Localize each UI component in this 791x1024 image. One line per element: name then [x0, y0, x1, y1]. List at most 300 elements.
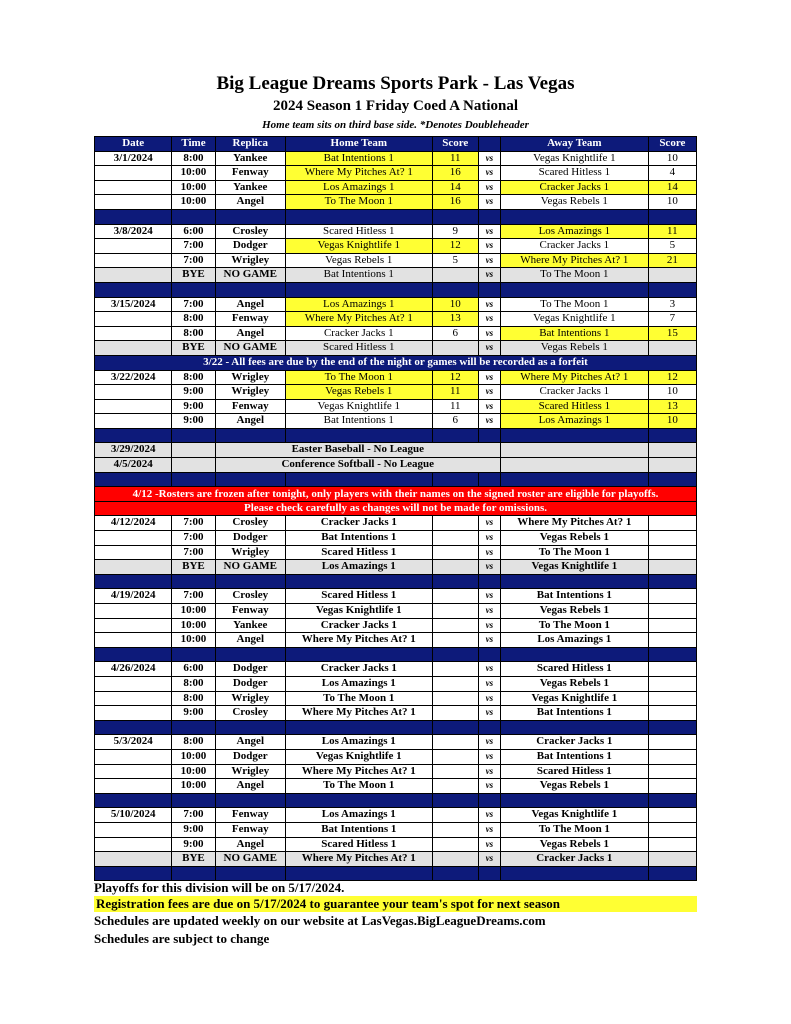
away-score — [648, 268, 696, 283]
home-team: Los Amazings 1 — [285, 676, 432, 691]
separator-row — [95, 574, 697, 589]
game-date — [95, 253, 172, 268]
away-score — [648, 735, 696, 750]
away-score: 3 — [648, 297, 696, 312]
game-row — [95, 195, 697, 210]
game-time: 8:00 — [172, 326, 215, 341]
away-score: 10 — [648, 195, 696, 210]
separator-cell — [432, 720, 478, 735]
game-replica: Wrigley — [215, 764, 285, 779]
game-replica: Angel — [215, 297, 285, 312]
game-replica: Crosley — [215, 516, 285, 531]
game-row — [95, 253, 697, 268]
separator-cell — [478, 720, 500, 735]
game-replica: Fenway — [215, 822, 285, 837]
home-score: 11 — [432, 151, 478, 166]
game-row — [95, 297, 697, 312]
game-replica: NO GAME — [215, 560, 285, 575]
separator-cell — [500, 720, 648, 735]
separator-cell — [172, 574, 215, 589]
game-time: 8:00 — [172, 312, 215, 327]
home-score — [432, 837, 478, 852]
game-time: 9:00 — [172, 837, 215, 852]
home-team: Los Amazings 1 — [285, 808, 432, 823]
separator-cell — [285, 209, 432, 224]
away-team: Los Amazings 1 — [500, 414, 648, 429]
home-score — [432, 676, 478, 691]
home-score — [432, 633, 478, 648]
vs-label: vs — [478, 779, 500, 794]
separator-cell — [285, 282, 432, 297]
col-header-time: Time — [172, 137, 215, 152]
game-replica: Wrigley — [215, 545, 285, 560]
vs-label: vs — [478, 822, 500, 837]
game-date — [95, 268, 172, 283]
home-score — [432, 779, 478, 794]
separator-cell — [215, 574, 285, 589]
home-team: To The Moon 1 — [285, 370, 432, 385]
separator-cell — [172, 866, 215, 881]
away-team: Vegas Knightlife 1 — [500, 560, 648, 575]
game-time: 7:00 — [172, 589, 215, 604]
home-score — [432, 604, 478, 619]
home-team: Vegas Knightlife 1 — [285, 239, 432, 254]
game-row — [95, 166, 697, 181]
home-score: 14 — [432, 180, 478, 195]
away-team: Vegas Knightlife 1 — [500, 312, 648, 327]
game-time: 7:00 — [172, 545, 215, 560]
empty-cell — [648, 458, 696, 473]
home-team: Los Amazings 1 — [285, 297, 432, 312]
game-replica: NO GAME — [215, 268, 285, 283]
vs-label: vs — [478, 399, 500, 414]
separator-cell — [500, 866, 648, 881]
separator-cell — [478, 428, 500, 443]
game-replica: Angel — [215, 414, 285, 429]
away-score: 15 — [648, 326, 696, 341]
separator-cell — [648, 866, 696, 881]
home-team: Vegas Rebels 1 — [285, 385, 432, 400]
game-date — [95, 676, 172, 691]
away-team: Where My Pitches At? 1 — [500, 253, 648, 268]
separator-cell — [285, 793, 432, 808]
game-row — [95, 268, 697, 283]
separator-cell — [478, 793, 500, 808]
col-header-away-score: Score — [648, 137, 696, 152]
away-score — [648, 545, 696, 560]
playoffs-note: Playoffs for this division will be on 5/17/2024. — [94, 880, 345, 895]
vs-label: vs — [478, 414, 500, 429]
separator-cell — [285, 574, 432, 589]
col-header-home-score: Score — [432, 137, 478, 152]
game-row — [95, 691, 697, 706]
vs-label: vs — [478, 312, 500, 327]
away-score — [648, 516, 696, 531]
game-replica: Angel — [215, 735, 285, 750]
away-score: 21 — [648, 253, 696, 268]
away-team: Vegas Knightlife 1 — [500, 808, 648, 823]
separator-row — [95, 793, 697, 808]
vs-label: vs — [478, 808, 500, 823]
game-replica: Crosley — [215, 706, 285, 721]
game-row — [95, 822, 697, 837]
away-score — [648, 341, 696, 356]
home-team: Cracker Jacks 1 — [285, 662, 432, 677]
away-team: Bat Intentions 1 — [500, 326, 648, 341]
game-date: 3/22/2024 — [95, 370, 172, 385]
home-score — [432, 735, 478, 750]
separator-cell — [500, 472, 648, 487]
away-team: Scared Hitless 1 — [500, 662, 648, 677]
game-time: 7:00 — [172, 239, 215, 254]
game-date — [95, 239, 172, 254]
home-score: 10 — [432, 297, 478, 312]
away-score — [648, 676, 696, 691]
vs-label: vs — [478, 151, 500, 166]
vs-label: vs — [478, 239, 500, 254]
game-date: 4/19/2024 — [95, 589, 172, 604]
separator-cell — [648, 793, 696, 808]
vs-label: vs — [478, 633, 500, 648]
game-date — [95, 312, 172, 327]
home-score — [432, 808, 478, 823]
game-time: 10:00 — [172, 180, 215, 195]
col-header-replica: Replica — [215, 137, 285, 152]
away-score: 12 — [648, 370, 696, 385]
game-row — [95, 706, 697, 721]
separator-cell — [285, 647, 432, 662]
away-score — [648, 618, 696, 633]
away-score: 5 — [648, 239, 696, 254]
away-team: Bat Intentions 1 — [500, 589, 648, 604]
away-score — [648, 852, 696, 867]
game-row — [95, 385, 697, 400]
game-date — [95, 545, 172, 560]
home-team: Los Amazings 1 — [285, 180, 432, 195]
game-time: 7:00 — [172, 808, 215, 823]
away-team: Vegas Rebels 1 — [500, 676, 648, 691]
home-score — [432, 341, 478, 356]
separator-cell — [215, 282, 285, 297]
away-score: 4 — [648, 166, 696, 181]
game-time: 10:00 — [172, 779, 215, 794]
empty-cell — [500, 458, 648, 473]
game-row — [95, 399, 697, 414]
game-replica: Fenway — [215, 604, 285, 619]
away-team: Cracker Jacks 1 — [500, 180, 648, 195]
page-title: Big League Dreams Sports Park - Las Vegas — [216, 73, 575, 94]
separator-cell — [500, 647, 648, 662]
separator-row — [95, 282, 697, 297]
game-date — [95, 633, 172, 648]
separator-cell — [215, 866, 285, 881]
vs-label: vs — [478, 370, 500, 385]
home-score — [432, 589, 478, 604]
away-score — [648, 837, 696, 852]
away-team: Cracker Jacks 1 — [500, 239, 648, 254]
game-row — [95, 764, 697, 779]
game-date — [95, 837, 172, 852]
separator-cell — [478, 647, 500, 662]
away-team: Vegas Rebels 1 — [500, 837, 648, 852]
empty-cell — [172, 458, 215, 473]
game-time: 10:00 — [172, 749, 215, 764]
separator-cell — [432, 866, 478, 881]
home-score — [432, 618, 478, 633]
home-score — [432, 545, 478, 560]
separator-cell — [648, 720, 696, 735]
game-date — [95, 341, 172, 356]
separator-cell — [172, 209, 215, 224]
separator-row — [95, 647, 697, 662]
home-team: Scared Hitless 1 — [285, 545, 432, 560]
separator-cell — [95, 282, 172, 297]
home-score: 11 — [432, 399, 478, 414]
away-score — [648, 560, 696, 575]
separator-cell — [215, 472, 285, 487]
separator-row — [95, 720, 697, 735]
separator-cell — [500, 428, 648, 443]
col-header-away-team: Away Team — [500, 137, 648, 152]
separator-cell — [95, 647, 172, 662]
game-row — [95, 531, 697, 546]
separator-cell — [95, 428, 172, 443]
separator-cell — [432, 574, 478, 589]
away-team: Vegas Knightlife 1 — [500, 691, 648, 706]
separator-cell — [95, 720, 172, 735]
home-score: 9 — [432, 224, 478, 239]
home-score — [432, 516, 478, 531]
game-time: 6:00 — [172, 662, 215, 677]
away-score — [648, 589, 696, 604]
game-replica: Angel — [215, 837, 285, 852]
vs-label: vs — [478, 195, 500, 210]
vs-label: vs — [478, 268, 500, 283]
separator-cell — [648, 574, 696, 589]
separator-cell — [478, 574, 500, 589]
separator-cell — [500, 282, 648, 297]
game-row — [95, 749, 697, 764]
home-team: Cracker Jacks 1 — [285, 326, 432, 341]
game-date — [95, 385, 172, 400]
game-row — [95, 662, 697, 677]
separator-cell — [285, 720, 432, 735]
separator-cell — [648, 282, 696, 297]
separator-cell — [432, 282, 478, 297]
vs-label: vs — [478, 589, 500, 604]
away-score — [648, 604, 696, 619]
home-team: Where My Pitches At? 1 — [285, 764, 432, 779]
game-date — [95, 195, 172, 210]
home-team: Bat Intentions 1 — [285, 531, 432, 546]
home-team: Bat Intentions 1 — [285, 414, 432, 429]
schedule-table — [94, 136, 697, 881]
vs-label: vs — [478, 604, 500, 619]
game-row — [95, 604, 697, 619]
home-score: 6 — [432, 326, 478, 341]
away-team: To The Moon 1 — [500, 545, 648, 560]
vs-label: vs — [478, 735, 500, 750]
game-date — [95, 706, 172, 721]
home-team: Where My Pitches At? 1 — [285, 312, 432, 327]
separator-cell — [285, 472, 432, 487]
game-time: 9:00 — [172, 385, 215, 400]
home-score: 12 — [432, 239, 478, 254]
away-team: To The Moon 1 — [500, 822, 648, 837]
separator-row — [95, 428, 697, 443]
game-date — [95, 399, 172, 414]
vs-label: vs — [478, 326, 500, 341]
game-row — [95, 560, 697, 575]
away-score — [648, 531, 696, 546]
home-team-note: Home team sits on third base side. *Denotes Doubleheader — [262, 119, 529, 131]
vs-label: vs — [478, 706, 500, 721]
separator-cell — [95, 472, 172, 487]
game-date — [95, 560, 172, 575]
game-row — [95, 312, 697, 327]
separator-row — [95, 209, 697, 224]
game-time: 10:00 — [172, 618, 215, 633]
vs-label: vs — [478, 691, 500, 706]
away-score — [648, 764, 696, 779]
separator-cell — [95, 209, 172, 224]
away-team: Where My Pitches At? 1 — [500, 370, 648, 385]
game-replica: Yankee — [215, 618, 285, 633]
separator-cell — [648, 647, 696, 662]
game-replica: Angel — [215, 633, 285, 648]
game-row — [95, 852, 697, 867]
home-score: 5 — [432, 253, 478, 268]
game-date — [95, 326, 172, 341]
separator-cell — [432, 472, 478, 487]
game-date — [95, 618, 172, 633]
separator-cell — [95, 793, 172, 808]
game-date: 3/8/2024 — [95, 224, 172, 239]
away-team: Scared Hitless 1 — [500, 764, 648, 779]
page-subtitle: 2024 Season 1 Friday Coed A National — [272, 98, 519, 114]
game-time: 9:00 — [172, 399, 215, 414]
game-row — [95, 779, 697, 794]
game-replica: Wrigley — [215, 370, 285, 385]
home-score: 12 — [432, 370, 478, 385]
game-replica: Wrigley — [215, 691, 285, 706]
separator-cell — [95, 866, 172, 881]
game-date: 4/12/2024 — [95, 516, 172, 531]
game-date — [95, 822, 172, 837]
game-replica: Dodger — [215, 531, 285, 546]
away-score — [648, 808, 696, 823]
separator-cell — [172, 793, 215, 808]
game-replica: Crosley — [215, 224, 285, 239]
separator-cell — [285, 866, 432, 881]
roster-notice-2-row — [95, 501, 697, 516]
away-team: Vegas Rebels 1 — [500, 779, 648, 794]
game-date: 4/26/2024 — [95, 662, 172, 677]
separator-cell — [648, 209, 696, 224]
away-team: Cracker Jacks 1 — [500, 735, 648, 750]
away-score — [648, 749, 696, 764]
home-team: Bat Intentions 1 — [285, 822, 432, 837]
game-time: 10:00 — [172, 633, 215, 648]
game-replica: Dodger — [215, 239, 285, 254]
home-team: Scared Hitless 1 — [285, 837, 432, 852]
game-row — [95, 618, 697, 633]
separator-cell — [478, 209, 500, 224]
game-replica: Dodger — [215, 749, 285, 764]
game-replica: Wrigley — [215, 253, 285, 268]
home-team: Los Amazings 1 — [285, 560, 432, 575]
home-score — [432, 749, 478, 764]
game-replica: Angel — [215, 195, 285, 210]
home-team: To The Moon 1 — [285, 779, 432, 794]
game-row — [95, 326, 697, 341]
game-replica: Yankee — [215, 151, 285, 166]
separator-cell — [500, 209, 648, 224]
separator-cell — [432, 647, 478, 662]
game-date — [95, 166, 172, 181]
website-note: Schedules are updated weekly on our website at LasVegas.BigLeagueDreams.com — [94, 913, 546, 928]
away-score — [648, 779, 696, 794]
home-team: Vegas Knightlife 1 — [285, 749, 432, 764]
away-team: Cracker Jacks 1 — [500, 852, 648, 867]
vs-label: vs — [478, 560, 500, 575]
fee-notice: 3/22 - All fees are due by the end of the night or games will be recorded as a forfeit — [95, 355, 697, 370]
vs-label: vs — [478, 764, 500, 779]
away-score — [648, 822, 696, 837]
away-team: Vegas Rebels 1 — [500, 604, 648, 619]
away-team: Scared Hitless 1 — [500, 166, 648, 181]
game-row — [95, 837, 697, 852]
home-team: Bat Intentions 1 — [285, 151, 432, 166]
game-date — [95, 414, 172, 429]
game-time: BYE — [172, 560, 215, 575]
separator-cell — [172, 647, 215, 662]
separator-cell — [500, 793, 648, 808]
game-date — [95, 691, 172, 706]
game-time: 10:00 — [172, 764, 215, 779]
separator-cell — [432, 428, 478, 443]
away-team: To The Moon 1 — [500, 618, 648, 633]
game-row — [95, 676, 697, 691]
away-score — [648, 691, 696, 706]
separator-row — [95, 472, 697, 487]
game-row — [95, 589, 697, 604]
game-date: 5/10/2024 — [95, 808, 172, 823]
home-team: Where My Pitches At? 1 — [285, 852, 432, 867]
game-time: 10:00 — [172, 604, 215, 619]
away-team: Vegas Rebels 1 — [500, 341, 648, 356]
separator-cell — [500, 574, 648, 589]
no-league-date: 4/5/2024 — [95, 458, 172, 473]
game-time: BYE — [172, 268, 215, 283]
game-row — [95, 735, 697, 750]
no-league-row — [95, 458, 697, 473]
separator-cell — [215, 428, 285, 443]
away-score: 14 — [648, 180, 696, 195]
game-replica: NO GAME — [215, 341, 285, 356]
no-league-row — [95, 443, 697, 458]
home-score — [432, 531, 478, 546]
fee-notice-row — [95, 355, 697, 370]
roster-notice-1-row — [95, 487, 697, 502]
game-date: 3/1/2024 — [95, 151, 172, 166]
home-score — [432, 268, 478, 283]
home-score — [432, 822, 478, 837]
away-team: Los Amazings 1 — [500, 224, 648, 239]
game-date — [95, 531, 172, 546]
separator-cell — [648, 472, 696, 487]
vs-label: vs — [478, 224, 500, 239]
